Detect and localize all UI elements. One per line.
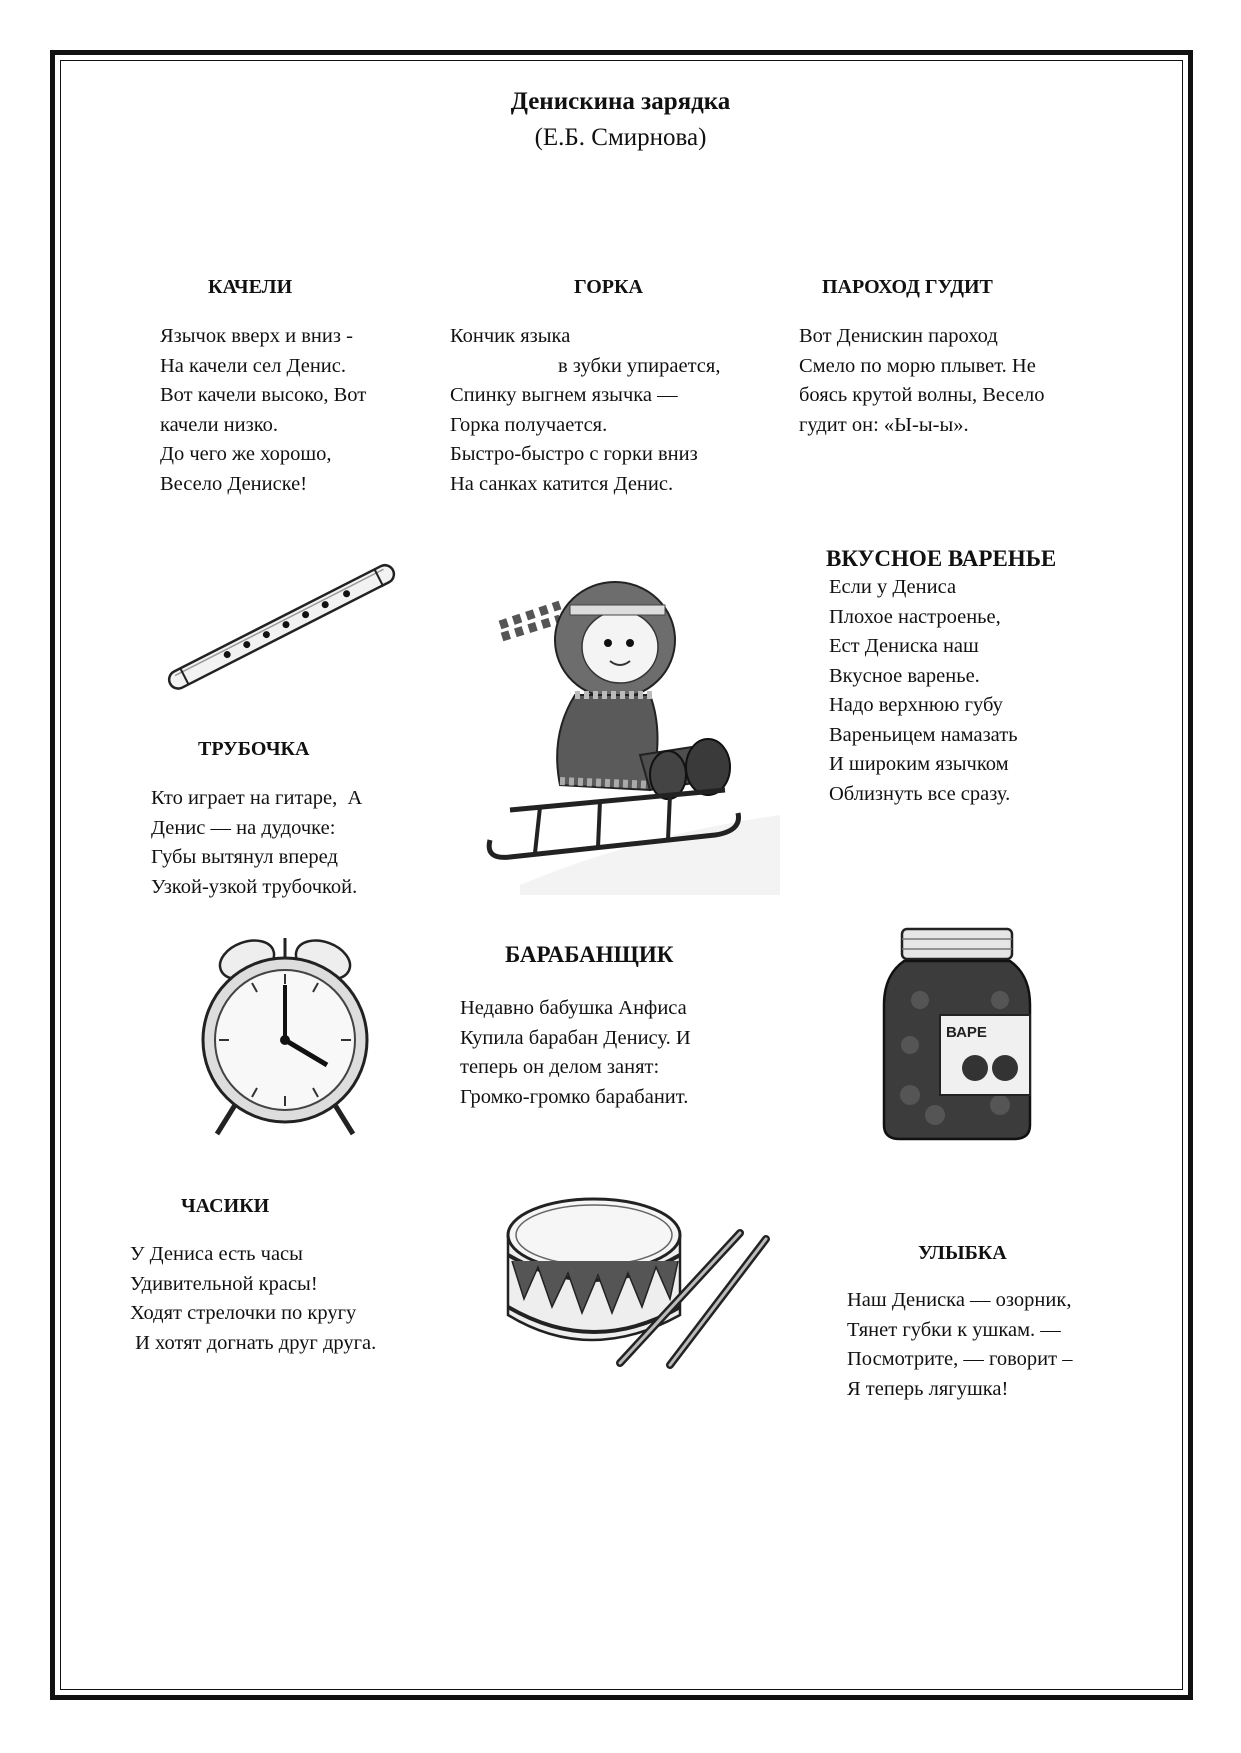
poem-line: На санках катится Денис. bbox=[450, 472, 674, 495]
poem-line: Посмотрите, — говорит – bbox=[847, 1348, 1073, 1370]
poem-line: Ходят стрелочки по кругу bbox=[130, 1302, 357, 1324]
document-author: (Е.Б. Смирнова) bbox=[534, 124, 707, 151]
poem-varenye bbox=[829, 573, 1018, 809]
poem-gorka bbox=[450, 322, 720, 499]
poem-line: Вот Денискин пароход bbox=[799, 325, 998, 347]
poem-parokhod bbox=[799, 322, 1044, 440]
flute-illustration bbox=[160, 565, 405, 695]
poem-line: Губы вытянул вперед bbox=[151, 846, 338, 868]
poem-line: Весело Дениске! bbox=[160, 472, 308, 495]
poem-line: Ест Дениска наш bbox=[829, 635, 979, 657]
poem-line: Купила барабан Денису. И bbox=[460, 1026, 691, 1049]
poem-line: И хотят догнать друг друга. bbox=[130, 1331, 377, 1354]
poem-trubochka bbox=[151, 784, 362, 902]
alarm-clock-illustration bbox=[195, 930, 375, 1140]
poem-kacheli bbox=[160, 322, 366, 499]
drum-illustration bbox=[500, 1195, 775, 1370]
poem-line: Наш Дениска — озорник, bbox=[847, 1289, 1072, 1311]
poem-line: Облизнуть все сразу. bbox=[829, 782, 1011, 805]
poem-line: теперь он делом занят: bbox=[460, 1056, 660, 1078]
poem-ulybka bbox=[847, 1286, 1072, 1404]
poem-line: Денис — на дудочке: bbox=[151, 816, 336, 839]
heading-gorka: ГОРКА bbox=[574, 276, 643, 298]
heading-ulybka: УЛЫБКА bbox=[918, 1242, 1007, 1264]
poem-line: Надо верхнюю губу bbox=[829, 694, 1003, 716]
jam-jar-illustration bbox=[880, 925, 1035, 1145]
poem-line: Я теперь лягушка! bbox=[847, 1377, 1009, 1400]
poem-line: Если у Дениса bbox=[829, 576, 957, 598]
poem-line: качели низко. bbox=[160, 413, 278, 436]
poem-line: Кончик языка bbox=[450, 325, 571, 347]
poem-line: Спинку выгнем язычка — bbox=[450, 384, 678, 406]
poem-line: Быстро-быстро с горки вниз bbox=[450, 443, 698, 465]
poem-line: Горка получается. bbox=[450, 413, 608, 436]
poem-line: Вкусное варенье. bbox=[829, 664, 980, 687]
poem-line: Недавно бабушка Анфиса bbox=[460, 997, 687, 1019]
heading-kacheli: КАЧЕЛИ bbox=[208, 276, 293, 298]
heading-chasiki: ЧАСИКИ bbox=[181, 1195, 270, 1217]
poem-line: Язычок вверх и вниз - bbox=[160, 325, 353, 347]
poem-line: У Дениса есть часы bbox=[130, 1243, 303, 1265]
poem-line: Узкой-узкой трубочкой. bbox=[151, 875, 358, 898]
poem-line: в зубки упирается, bbox=[558, 354, 721, 377]
poem-line: Вот качели высоко, Вот bbox=[160, 384, 367, 406]
poem-line: Громко-громко барабанит. bbox=[460, 1085, 689, 1108]
poem-line: Удивительной красы! bbox=[130, 1272, 318, 1295]
poem-line: Плохое настроенье, bbox=[829, 605, 1001, 628]
heading-varenye: ВКУСНОЕ ВАРЕНЬЕ bbox=[826, 546, 1057, 571]
poem-line: Вареньицем намазать bbox=[829, 723, 1018, 746]
poem-chasiki bbox=[130, 1240, 376, 1358]
heading-trubochka: ТРУБОЧКА bbox=[198, 738, 310, 760]
heading-parokhod: ПАРОХОД ГУДИТ bbox=[822, 276, 993, 298]
poem-line: Смело по морю плывет. Не bbox=[799, 354, 1036, 377]
poem-line: Тянет губки к ушкам. — bbox=[847, 1318, 1061, 1341]
poem-line: На качели сел Денис. bbox=[160, 354, 346, 377]
document-title: Денискина зарядка bbox=[510, 88, 731, 115]
poem-line: Кто играет на гитаре, А bbox=[151, 787, 363, 809]
child-on-sled-illustration bbox=[480, 585, 780, 895]
poem-barabanshchik bbox=[460, 994, 691, 1112]
jar-label: ВАРЕ bbox=[946, 1024, 987, 1041]
poem-line: гудит он: «Ы-ы-ы». bbox=[799, 413, 969, 436]
heading-barabanshchik: БАРАБАНЩИК bbox=[505, 942, 674, 967]
poem-line: И широким язычком bbox=[829, 753, 1009, 775]
poem-line: боясь крутой волны, Весело bbox=[799, 384, 1045, 406]
poem-line: До чего же хорошо, bbox=[160, 443, 332, 465]
